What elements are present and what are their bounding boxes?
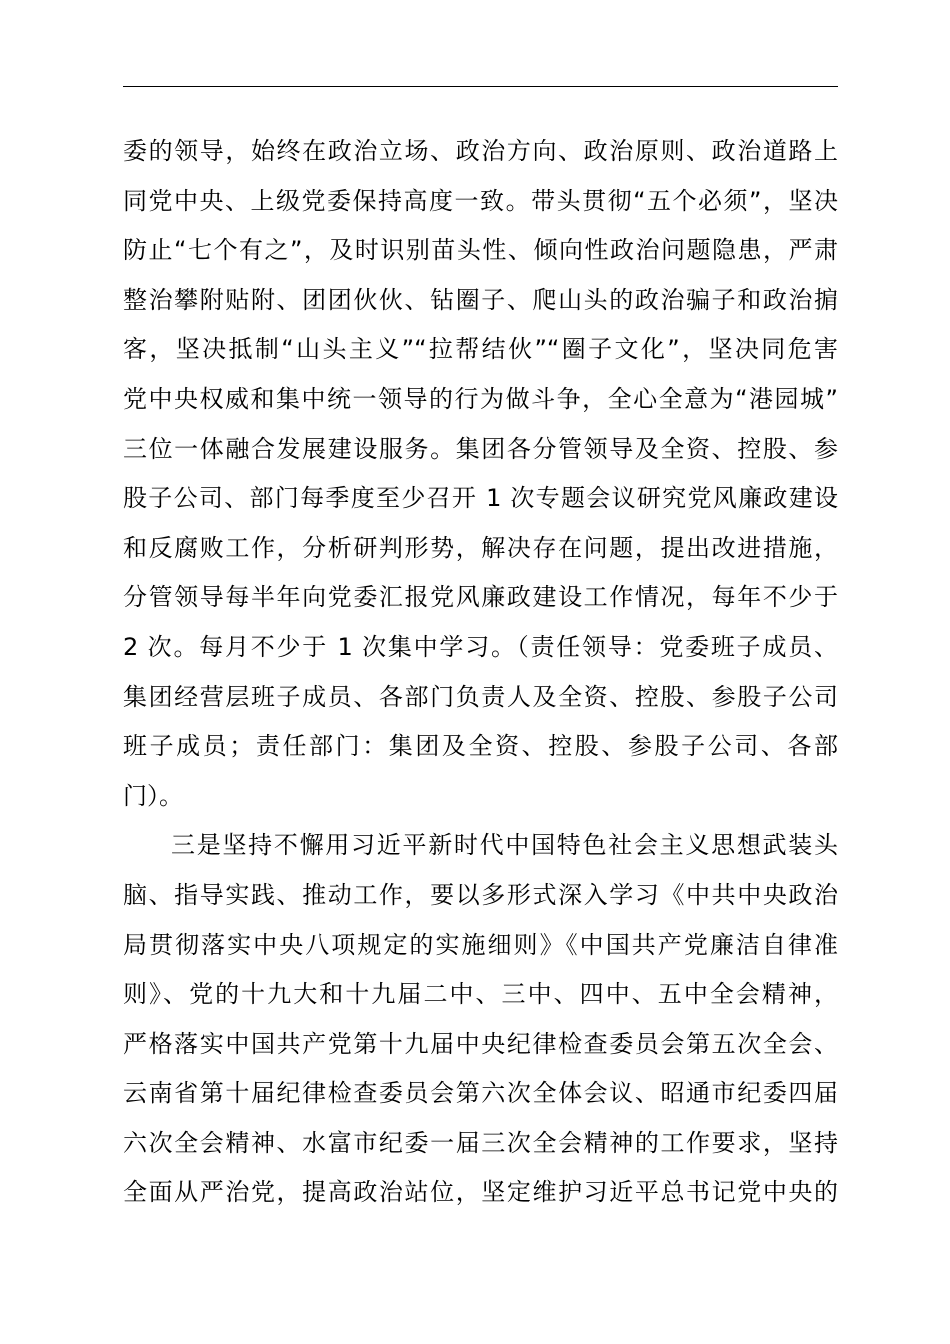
text-line: 集团经营层班子成员、各部门负责人及全资、控股、参股子公司: [123, 682, 838, 711]
text-line: 客，坚决抵制“山头主义”“拉帮结伙”“圈子文化”，坚决同危害: [123, 335, 838, 364]
text-line: 六次全会精神、水富市纪委一届三次全会精神的工作要求，坚持: [123, 1128, 838, 1157]
paragraph-2: [123, 821, 838, 1218]
text-line: 分管领导每半年向党委汇报党风廉政建设工作情况，每年不少于: [123, 583, 838, 612]
text-line: 班子成员；责任部门：集团及全资、控股、参股子公司、各部: [123, 732, 838, 761]
text-line: 委的领导，始终在政治立场、政治方向、政治原则、政治道路上: [123, 137, 838, 165]
text-line: 防止“七个有之”，及时识别苗头性、倾向性政治问题隐患，严肃: [123, 236, 838, 265]
text-line: 股子公司、部门每季度至少召开 1 次专题会议研究党风廉政建设: [123, 484, 838, 513]
text-line: 三是坚持不懈用习近平新时代中国特色社会主义思想武装头: [171, 831, 838, 860]
paragraph-1: [123, 127, 838, 821]
text-line: 党中央权威和集中统一领导的行为做斗争，全心全意为“港园城”: [123, 384, 838, 413]
text-line: 门）。: [123, 781, 183, 810]
header-rule: [123, 86, 838, 87]
text-line: 云南省第十届纪律检查委员会第六次全体会议、昭通市纪委四届: [123, 1079, 838, 1108]
text-line: 2 次。每月不少于 1 次集中学习。（责任领导：党委班子成员、: [123, 632, 838, 661]
text-line: 局贯彻落实中央八项规定的实施细则》《中国共产党廉洁自律准: [123, 930, 838, 959]
text-line: 整治攀附贴附、团团伙伙、钻圈子、爬山头的政治骗子和政治掮: [123, 285, 838, 314]
text-line: 严格落实中国共产党第十九届中央纪律检查委员会第五次全会、: [123, 1029, 838, 1058]
document-body: [123, 127, 838, 1218]
text-line: 同党中央、上级党委保持高度一致。带头贯彻“五个必须”，坚决: [123, 186, 838, 215]
text-line: 脑、指导实践、推动工作，要以多形式深入学习《中共中央政治: [123, 880, 838, 909]
text-line: 三位一体融合发展建设服务。集团各分管领导及全资、控股、参: [123, 434, 838, 463]
text-line: 和反腐败工作，分析研判形势，解决存在问题，提出改进措施，: [123, 533, 838, 562]
text-line: 全面从严治党，提高政治站位，坚定维护习近平总书记党中央的: [123, 1178, 838, 1207]
text-line: 则》、党的十九大和十九届二中、三中、四中、五中全会精神，: [123, 980, 838, 1009]
